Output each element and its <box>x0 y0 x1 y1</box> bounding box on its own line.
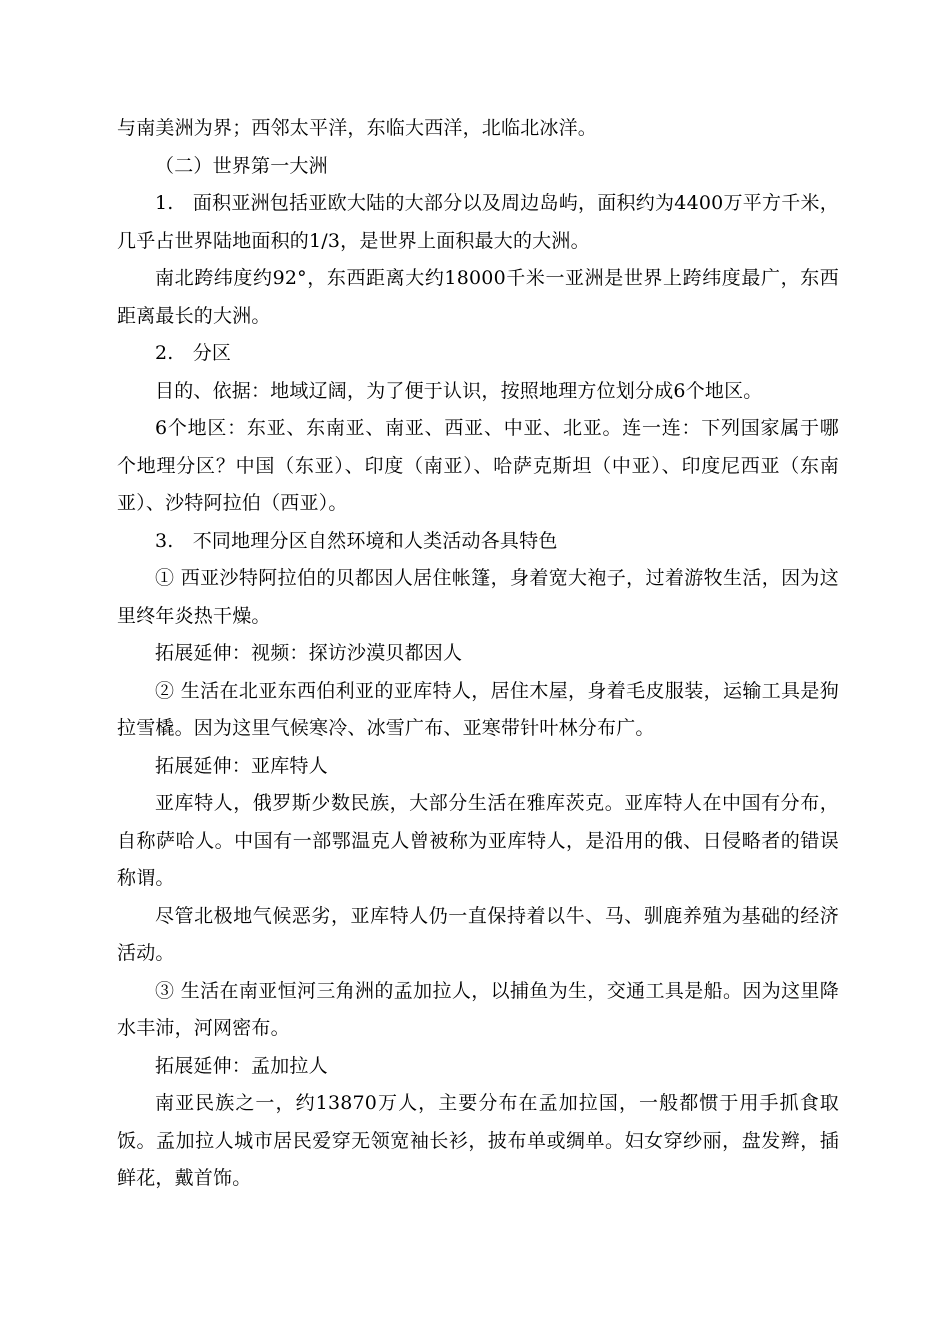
document-page <box>117 110 839 1198</box>
paragraph-purpose: 目的、依据：地域辽阔，为了便于认识，按照地理方位划分成6个地区。 <box>155 379 763 402</box>
paragraph-yakut-detail: 亚库特人，俄罗斯少数民族，大部分生活在雅库茨克。亚库特人在中国有分布，自称萨哈人。中国有一部鄂温克人曾被称为亚库特人，是沿用的俄、日侵略者的错误称谓。 <box>117 792 839 889</box>
subheading-regional-features: 3. 不同地理分区自然环境和人类活动各具特色 <box>155 529 558 552</box>
paragraph-bedouin: ① 西亚沙特阿拉伯的贝都因人居住帐篷，身着宽大袍子，过着游牧生活，因为这里终年炎热干燥。 <box>117 567 839 627</box>
paragraph-bengali-detail: 南亚民族之一，约13870万人，主要分布在孟加拉国，一般都惯于用手抓食取饭。孟加拉人城市居民爱穿无领宽袖长衫，披布单或绸单。妇女穿纱丽，盘发辫，插鲜花，戴首饰。 <box>117 1092 839 1189</box>
extension-yakut: 拓展延伸：亚库特人 <box>155 754 328 777</box>
paragraph-area: 1. 面积亚洲包括亚欧大陆的大部分以及周边岛屿，面积约为4400万平方千米，几乎占世界陆地面积的1/3，是世界上面积最大的大洲。 <box>117 192 839 252</box>
paragraph-yakut-economy: 尽管北极地气候恶劣，亚库特人仍一直保持着以牛、马、驯鹿养殖为基础的经济活动。 <box>117 904 839 964</box>
paragraph-yakut: ② 生活在北亚东西伯利亚的亚库特人，居住木屋，身着毛皮服装，运输工具是狗拉雪橇。因为这里气候寒冷、冰雪广布、亚寒带针叶林分布广。 <box>117 679 839 739</box>
extension-bengali: 拓展延伸：孟加拉人 <box>155 1054 328 1077</box>
subheading-regions: 2. 分区 <box>155 342 232 364</box>
paragraph-bengali: ③ 生活在南亚恒河三角洲的孟加拉人，以捕鱼为生，交通工具是船。因为这里降水丰沛，河网密布。 <box>117 979 839 1039</box>
paragraph-continuation: 与南美洲为界；西邻太平洋，东临大西洋，北临北冰洋。 <box>117 117 598 139</box>
paragraph-latitude-span: 南北跨纬度约92°，东西距离大约18000千米一亚洲是世界上跨纬度最广，东西距离最长的大洲。 <box>117 267 839 327</box>
paragraph-six-regions: 6个地区：东亚、东南亚、南亚、西亚、中亚、北亚。连一连：下列国家属于哪个地理分区？中国（东亚）、印度（南亚）、哈萨克斯坦（中亚）、印度尼西亚（东南亚）、沙特阿拉伯（西亚）。 <box>117 417 839 514</box>
section-heading-largest-continent: （二）世界第一大洲 <box>155 154 328 177</box>
extension-bedouin-video: 拓展延伸：视频：探访沙漠贝都因人 <box>155 642 463 664</box>
